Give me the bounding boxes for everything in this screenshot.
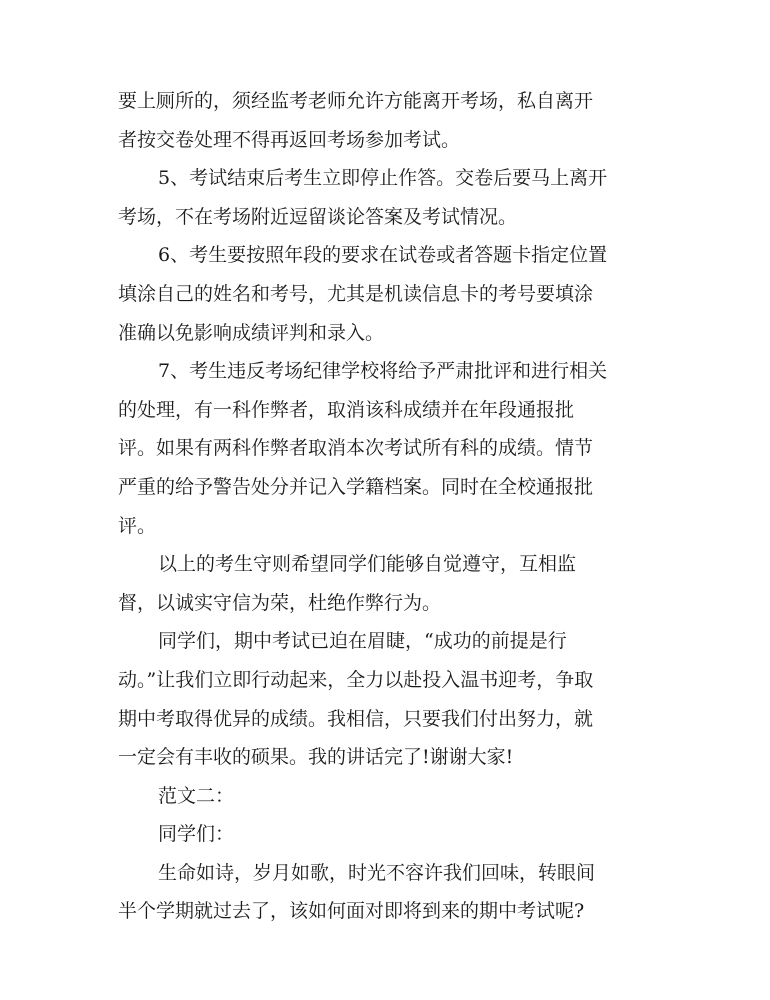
document-body bbox=[118, 82, 648, 931]
text-line: 期中考取得优异的成绩。我相信，只要我们付出努力，就 bbox=[118, 707, 594, 730]
text-line: 同学们，期中考试已迫在眉睫，“成功的前提是行 bbox=[158, 630, 567, 653]
text-line: 7、考生违反考场纪律学校将给予严肃批评和进行相关 bbox=[158, 360, 608, 383]
text-line: 严重的给予警告处分并记入学籍档案。同时在全校通报批 bbox=[118, 475, 594, 498]
text-line: 的处理，有一科作弊者，取消该科成绩并在年段通报批 bbox=[118, 398, 575, 421]
text-line: 动。”让我们立即行动起来，全力以赴投入温书迎考，争取 bbox=[118, 668, 594, 691]
text-line: 生命如诗，岁月如歌，时光不容许我们回味，转眼间 bbox=[158, 861, 596, 884]
text-line: 半个学期就过去了，该如何面对即将到来的期中考试呢? bbox=[118, 900, 585, 923]
text-line: 一定会有丰收的硕果。我的讲话完了!谢谢大家! bbox=[118, 746, 514, 769]
text-line: 填涂自己的姓名和考号，尤其是机读信息卡的考号要填涂 bbox=[118, 282, 594, 305]
text-line: 6、考生要按照年段的要求在试卷或者答题卡指定位置 bbox=[158, 244, 608, 267]
text-line: 者按交卷处理不得再返回考场参加考试。 bbox=[118, 128, 461, 151]
text-line: 准确以免影响成绩评判和录入。 bbox=[118, 321, 385, 344]
text-line: 要上厕所的，须经监考老师允许方能离开考场，私自离开 bbox=[118, 90, 594, 112]
text-line: 同学们： bbox=[158, 823, 235, 846]
text-line: 考场，不在考场附近逗留谈论答案及考试情况。 bbox=[118, 205, 518, 228]
text-line: 5、考试结束后考生立即停止作答。交卷后要马上离开 bbox=[158, 167, 608, 190]
text-line: 范文二： bbox=[158, 784, 235, 807]
text-line: 督，以诚实守信为荣，杜绝作弊行为。 bbox=[118, 591, 442, 614]
text-line: 评。如果有两科作弊者取消本次考试所有科的成绩。情节 bbox=[118, 437, 594, 460]
text-line: 以上的考生守则希望同学们能够自觉遵守，互相监 bbox=[158, 553, 577, 576]
text-line: 评。 bbox=[118, 514, 157, 537]
